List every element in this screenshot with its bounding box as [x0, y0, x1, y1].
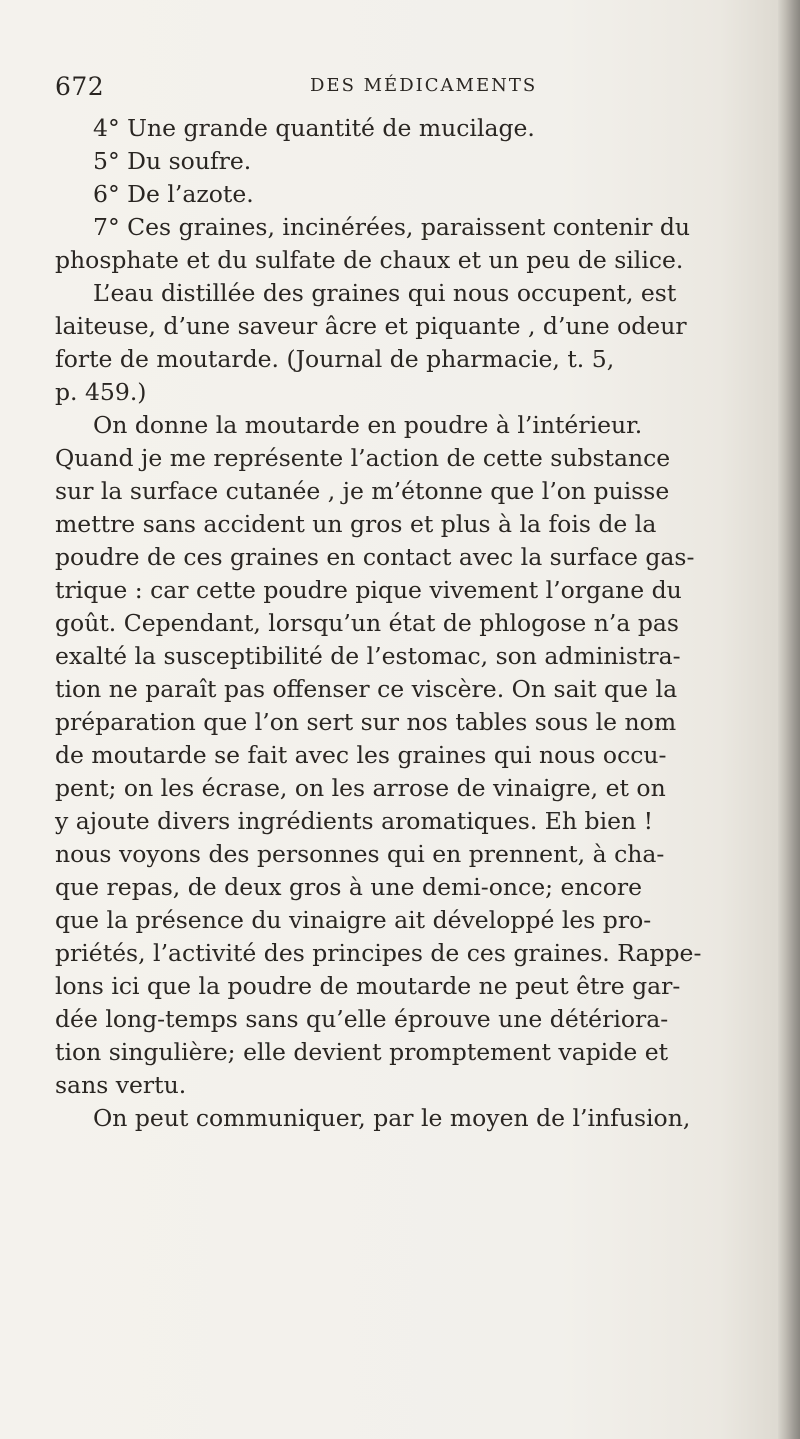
text-line: goût. Cependant, lorsqu’un état de phlogose n’a pas: [55, 609, 679, 637]
text-line: p. 459.): [55, 378, 147, 406]
page-header: [55, 72, 755, 104]
text-line: trique : car cette poudre pique vivement l’organe du: [55, 576, 682, 604]
page-number: 672: [55, 72, 105, 101]
body-text: [55, 112, 738, 1135]
text-line: Quand je me représente l’action de cette substance: [55, 444, 671, 472]
running-head: DES MÉDICAMENTS: [310, 75, 538, 96]
text-line: dée long-temps sans qu’elle éprouve une détériora-: [55, 1005, 669, 1033]
text-line: préparation que l’on sert sur nos tables sous le nom: [55, 708, 677, 736]
text-line: nous voyons des personnes qui en prennent, à cha-: [55, 840, 665, 868]
text-line: tion ne paraît pas offenser ce viscère. On sait que la: [55, 675, 678, 703]
text-line: que la présence du vinaigre ait développé les pro-: [55, 906, 652, 934]
text-line: L’eau distillée des graines qui nous occupent, est: [93, 279, 677, 307]
text-line: exalté la susceptibilité de l’estomac, son administra-: [55, 642, 681, 670]
text-line: sur la surface cutanée , je m’étonne que l’on puisse: [55, 477, 670, 505]
text-line: priétés, l’activité des principes de ces graines. Rappe-: [55, 939, 702, 967]
text-line: phosphate et du sulfate de chaux et un peu de silice.: [55, 246, 684, 274]
text-line: On donne la moutarde en poudre à l’intérieur.: [93, 411, 643, 439]
text-line: 6° De l’azote.: [93, 180, 254, 208]
text-line: que repas, de deux gros à une demi-once; encore: [55, 873, 642, 901]
text-line: laiteuse, d’une saveur âcre et piquante , d’une odeur: [55, 312, 687, 340]
text-line: y ajoute divers ingrédients aromatiques. Eh bien !: [55, 807, 654, 835]
text-line: lons ici que la poudre de moutarde ne peut être gar-: [55, 972, 681, 1000]
text-line: 7° Ces graines, incinérées, paraissent contenir du: [93, 213, 691, 241]
text-line: On peut communiquer, par le moyen de l’infusion,: [93, 1104, 691, 1132]
text-line: 5° Du soufre.: [93, 147, 252, 175]
text-line: tion singulière; elle devient promptement vapide et: [55, 1038, 669, 1066]
text-line: de moutarde se fait avec les graines qui nous occu-: [55, 741, 667, 769]
text-line: pent; on les écrase, on les arrose de vinaigre, et on: [55, 774, 666, 802]
page-edge-shadow: [778, 0, 800, 1439]
text-line: mettre sans accident un gros et plus à la fois de la: [55, 510, 657, 538]
text-line: forte de moutarde. (Journal de pharmacie, t. 5,: [55, 345, 615, 373]
text-line: 4° Une grande quantité de mucilage.: [93, 114, 535, 142]
text-line: sans vertu.: [55, 1071, 187, 1099]
text-line: poudre de ces graines en contact avec la surface gas-: [55, 543, 695, 571]
